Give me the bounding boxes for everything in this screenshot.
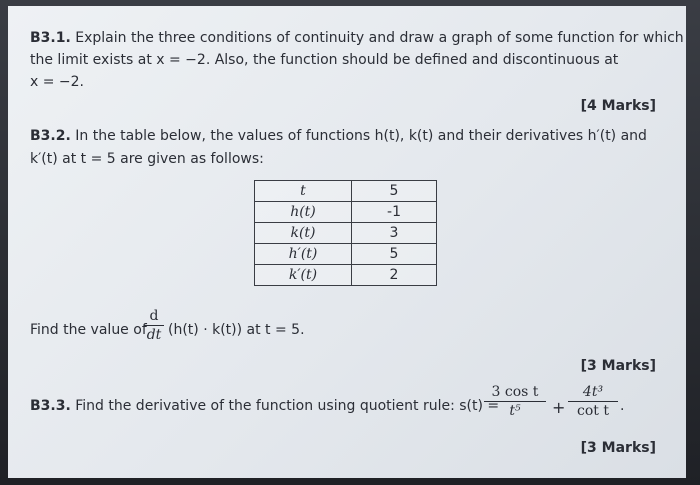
- table-cell: k′(t): [255, 265, 352, 286]
- table-cell: h(t): [255, 202, 352, 223]
- q2-label: B3.2.: [30, 128, 71, 144]
- q2-find-expression: (h(t) · k(t)) at t = 5.: [168, 322, 305, 338]
- fraction-two: [568, 384, 618, 419]
- table-row: [255, 223, 437, 244]
- q2-text-line2: k′(t) at t = 5 are given as follows:: [30, 151, 264, 167]
- fraction-two-denominator: cot t: [577, 403, 609, 419]
- table-header-row: [255, 181, 437, 202]
- derivative-denominator: dt: [146, 327, 162, 343]
- q1-marks: [4 Marks]: [580, 98, 656, 114]
- values-table: [254, 180, 437, 286]
- derivative-operator: [144, 308, 164, 343]
- q3-end-period: .: [620, 398, 625, 414]
- table-cell: 5: [352, 181, 437, 202]
- q2-find-prefix: Find the value of: [30, 322, 147, 338]
- fraction-bar: [568, 401, 618, 402]
- fraction-one: [484, 384, 546, 419]
- q3-line: [30, 398, 499, 414]
- table-row: [255, 265, 437, 286]
- fraction-one-numerator: 3 cos t: [491, 384, 539, 400]
- fraction-two-numerator: 4t³: [582, 384, 604, 400]
- table-cell: k(t): [255, 223, 352, 244]
- fraction-bar: [484, 401, 546, 402]
- table-cell: t: [255, 181, 352, 202]
- fraction-one-denominator: t⁵: [509, 403, 521, 419]
- fraction-bar: [144, 325, 164, 326]
- q2-text-line1: In the table below, the values of functions h(t), k(t) and their derivatives h′(t) and: [75, 128, 647, 144]
- q1-text-line1: Explain the three conditions of continuity and draw a graph of some function for which: [75, 30, 684, 46]
- derivative-numerator: d: [149, 308, 159, 324]
- table-cell: 5: [352, 244, 437, 265]
- table-cell: -1: [352, 202, 437, 223]
- question-sheet: [8, 6, 686, 478]
- q3-text: Find the derivative of the function using quotient rule: s(t) =: [75, 398, 500, 414]
- q1-line1: [30, 30, 684, 46]
- table-cell: h′(t): [255, 244, 352, 265]
- q1-text-line2: the limit exists at x = −2. Also, the function should be defined and discontinuous at: [30, 52, 619, 68]
- table-row: [255, 202, 437, 223]
- q1-label: B3.1.: [30, 30, 71, 46]
- plus-sign: +: [552, 398, 566, 417]
- q2-line1: [30, 128, 647, 144]
- table-cell: 2: [352, 265, 437, 286]
- q1-text-line3: x = −2.: [30, 74, 85, 90]
- q2-marks: [3 Marks]: [580, 358, 656, 374]
- table-row: [255, 244, 437, 265]
- table-cell: 3: [352, 223, 437, 244]
- q3-marks: [3 Marks]: [580, 440, 656, 456]
- q3-label: B3.3.: [30, 398, 71, 414]
